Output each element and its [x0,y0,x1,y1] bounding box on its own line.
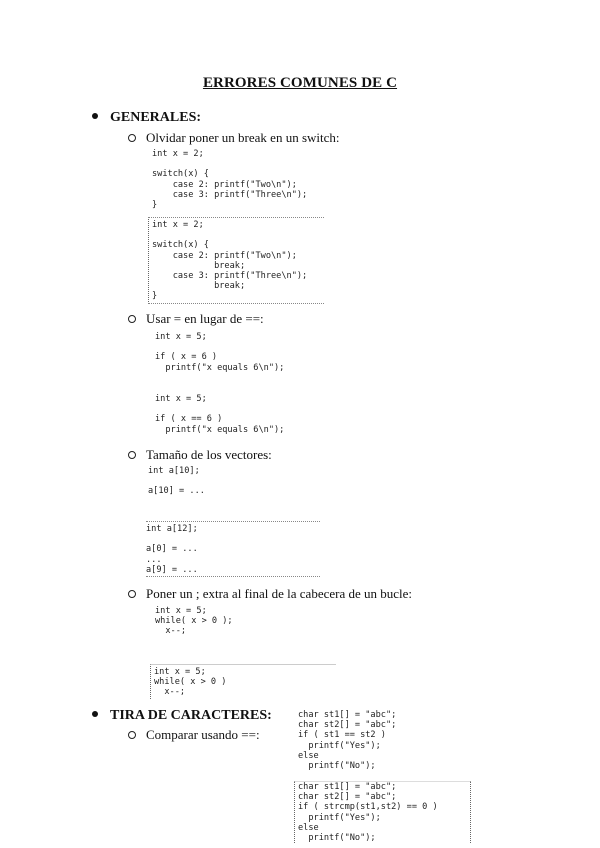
code-block-correct: int x = 5; if ( x == 6 ) printf("x equals 6\n"); [155,394,285,435]
list-item-label: Usar = en lugar de ==: [146,311,264,326]
list-item-switch-break [128,130,340,146]
circle-bullet-icon [128,134,136,142]
circle-bullet-icon [128,590,136,598]
circle-bullet-icon [128,731,136,739]
code-block-correct: int a[12]; a[0] = ... ... a[9] = ... [146,521,320,577]
list-item-compare-strings [128,727,260,743]
list-item-label: Olvidar poner un break en un switch: [146,130,340,145]
code-block-correct: int x = 2; switch(x) { case 2: printf("Two\n"); break; case 3: printf("Three\n"); break; } [148,217,324,304]
circle-bullet-icon [128,451,136,459]
list-item-extra-semicolon [128,586,412,602]
list-item-vector-size [128,447,272,463]
code-block-wrong: int x = 2; switch(x) { case 2: printf("Two\n"); case 3: printf("Three\n"); } [152,149,308,211]
section-heading-text: TIRA DE CARACTERES: [110,708,272,723]
page-title: ERRORES COMUNES DE C [202,75,398,91]
code-block-wrong: int x = 5; while( x > 0 ); x--; [155,606,233,637]
section-heading-text: GENERALES: [110,110,202,125]
circle-bullet-icon [128,315,136,323]
list-item-label: Poner un ; extra al final de la cabecera de un bucle: [146,586,413,601]
bullet-dot-icon [92,113,98,119]
code-block-correct: char st1[] = "abc"; char st2[] = "abc"; if ( strcmp(st1,st2) == 0 ) printf("Yes"); else printf("No"); [294,781,471,843]
list-item-label: Comparar usando ==: [146,727,260,742]
list-item-label: Tamaño de los vectores: [146,447,272,462]
section-heading-tira-de-caracteres [92,708,272,724]
section-heading-generales [92,110,201,126]
code-block-correct: int x = 5; while( x > 0 ) x--; [150,664,336,699]
code-block-wrong: int a[10]; a[10] = ... [148,466,205,497]
code-block-wrong: char st1[] = "abc"; char st2[] = "abc"; if ( st1 == st2 ) printf("Yes"); else printf("No"); [298,710,397,772]
list-item-assign-vs-equal [128,311,264,327]
bullet-dot-icon [92,711,98,717]
code-block-wrong: int x = 5; if ( x = 6 ) printf("x equals 6\n"); [155,332,285,373]
